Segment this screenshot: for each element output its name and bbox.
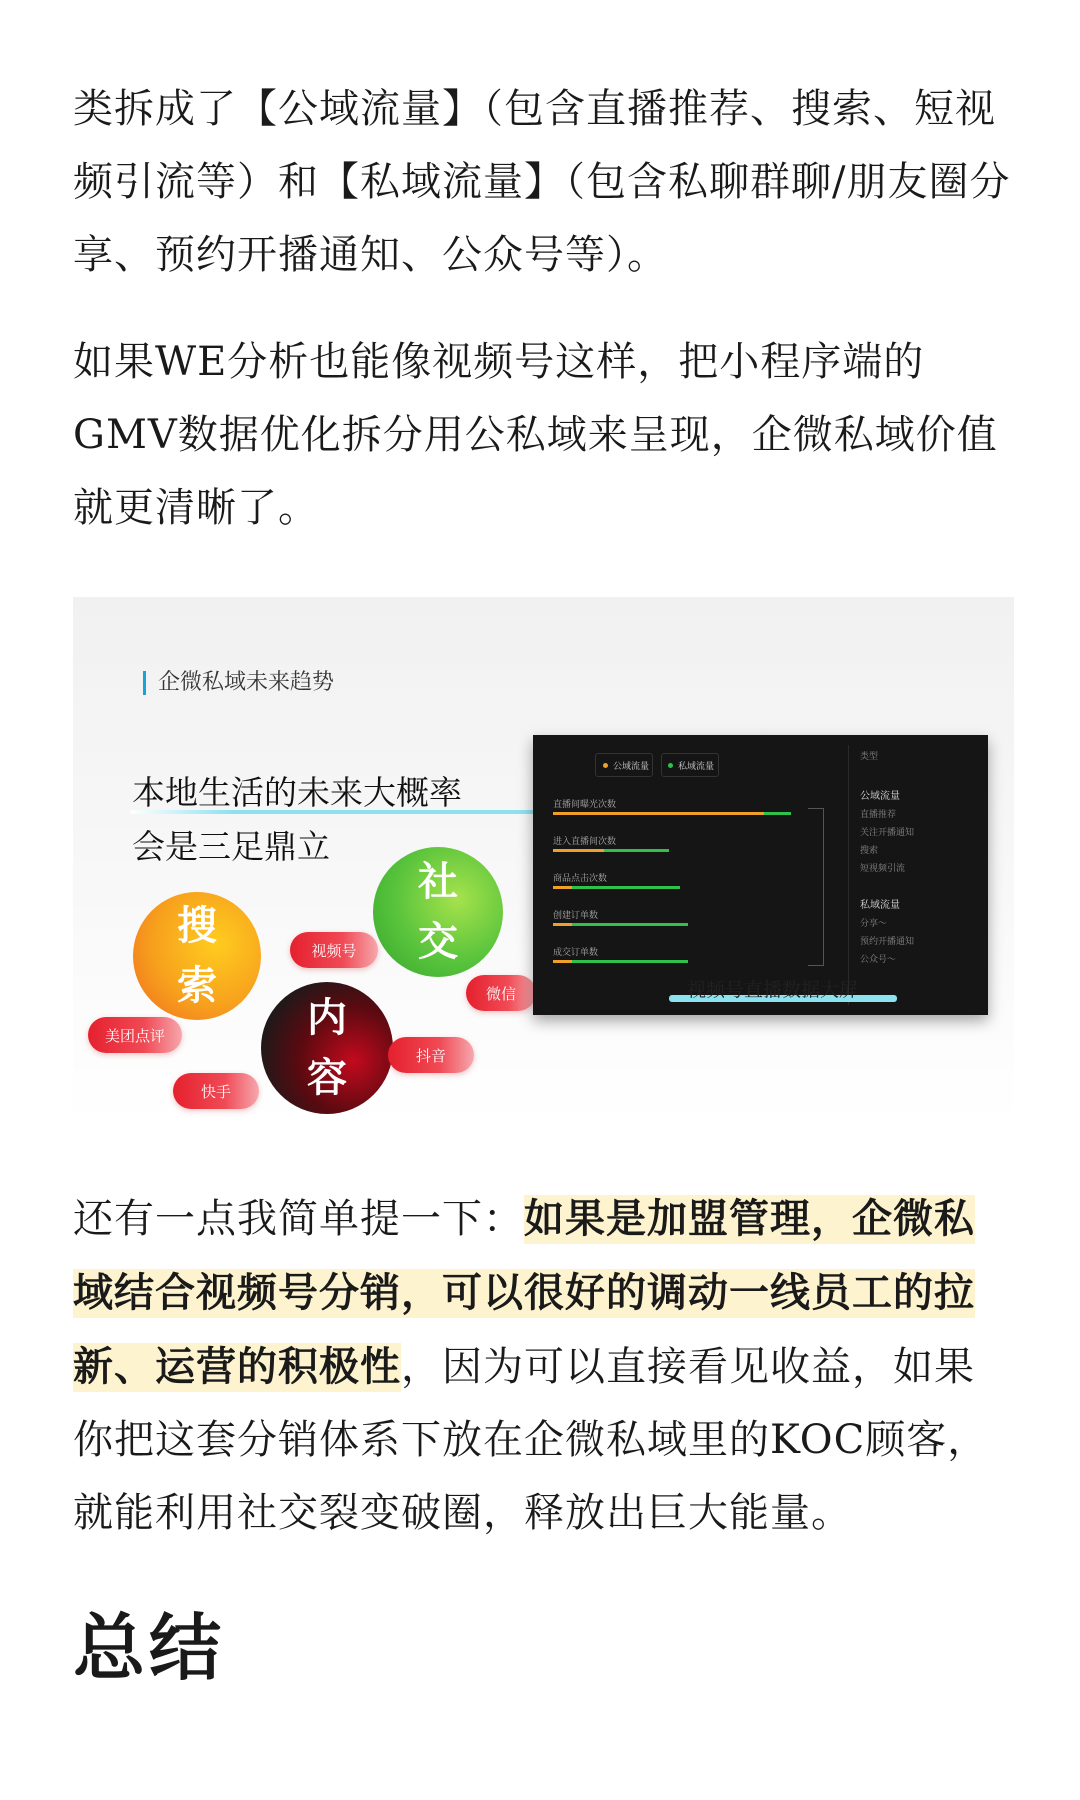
legend-public <box>603 759 649 772</box>
metric-bar <box>553 849 823 852</box>
legend-public-dot <box>603 763 608 768</box>
slide-headline-line2: 会是三足鼎立 <box>132 827 330 866</box>
metric-label: 成交订单数 <box>553 948 599 958</box>
metric-label: 创建订单数 <box>553 911 599 921</box>
sidebar-item: 直播推荐 <box>860 810 897 820</box>
metric-bar <box>553 960 823 963</box>
sidebar-item: 公众号～ <box>860 955 897 965</box>
legend-private <box>668 759 714 772</box>
metric-bar-private <box>764 812 791 815</box>
paragraph-franchise <box>73 1182 1013 1550</box>
social-circle <box>373 847 503 977</box>
funnel-bracket <box>808 808 824 966</box>
dashboard-caption: 视频号直播数据大屏 <box>687 979 859 1001</box>
pill-weixin: 微信 <box>466 975 536 1011</box>
content-circle-char1: 内 <box>307 995 347 1041</box>
highlighted-text: 如果是加盟管理，企微私域结合视频号分销，可以很好的调动一线员工的拉新、运营的积极性 <box>73 1195 975 1390</box>
metric-bar-private <box>604 849 669 852</box>
sidebar-item: 搜索 <box>860 846 879 856</box>
metric-bar-public <box>553 849 604 852</box>
content-circle-char2: 容 <box>307 1055 347 1101</box>
paragraph-franchise-rest: ，因为可以直接看见收益，如果你把这套分销体系下放在企微私域里的KOC顾客，就能利用社交裂变破圈，释放出巨大能量。 <box>73 1344 989 1536</box>
metric-bar-private <box>572 923 688 926</box>
metric-label: 商品点击次数 <box>553 874 608 884</box>
social-circle-char2: 交 <box>418 919 458 965</box>
sidebar-item: 短视频引流 <box>860 864 906 874</box>
pill-douyin: 抖音 <box>388 1037 474 1073</box>
metric-bar-public <box>553 886 572 889</box>
metric-bar <box>553 923 823 926</box>
sidebar-public-heading: 公域流量 <box>860 791 900 802</box>
search-circle-char2: 索 <box>177 963 217 1009</box>
sidebar-private-heading: 私域流量 <box>860 900 900 911</box>
metric-bar-public <box>553 923 572 926</box>
pill-meituan: 美团点评 <box>88 1017 182 1053</box>
pill-shipinhao: 视频号 <box>290 932 378 968</box>
paragraph-we-analysis: 如果WE分析也能像视频号这样，把小程序端的GMV数据优化拆分用公私域来呈现，企微私域价值就更清晰了。 <box>73 339 998 531</box>
legend-public-label: 公域流量 <box>613 762 650 772</box>
search-circle-char1: 搜 <box>177 903 217 949</box>
metric-bar <box>553 886 823 889</box>
live-data-dashboard <box>533 735 988 1015</box>
slide-title: 企微私域未来趋势 <box>143 671 334 695</box>
sidebar-item: 分享～ <box>860 919 888 929</box>
metric-bar-public <box>553 960 572 963</box>
metric-bar <box>553 812 823 815</box>
metric-bar-private <box>572 960 688 963</box>
sidebar-item: 关注开播通知 <box>860 828 915 838</box>
content-circle <box>261 982 393 1114</box>
legend-private-label: 私域流量 <box>678 762 715 772</box>
metric-label: 直播间曝光次数 <box>553 800 617 810</box>
slide-headline-line1: 本地生活的未来大概率 <box>132 773 462 812</box>
metric-bar-private <box>572 886 680 889</box>
sidebar-type-label: 类型 <box>860 752 879 762</box>
search-circle <box>133 892 261 1020</box>
dashboard-divider <box>848 745 849 1005</box>
section-heading-summary: 总结 <box>73 1606 226 1690</box>
paragraph-franchise-intro: 还有一点我简单提一下： <box>73 1196 524 1242</box>
sidebar-item: 预约开播通知 <box>860 937 915 947</box>
pill-kuaishou: 快手 <box>173 1073 259 1109</box>
paragraph-traffic-split: 类拆成了【公域流量】（包含直播推荐、搜索、短视频引流等）和【私域流量】（包含私聊群聊/朋友圈分享、预约开播通知、公众号等）。 <box>73 86 1011 278</box>
metric-bar-public <box>553 812 764 815</box>
metric-label: 进入直播间次数 <box>553 837 617 847</box>
social-circle-char1: 社 <box>418 859 458 905</box>
trend-slide-image <box>73 597 1014 1125</box>
legend-private-dot <box>668 763 673 768</box>
